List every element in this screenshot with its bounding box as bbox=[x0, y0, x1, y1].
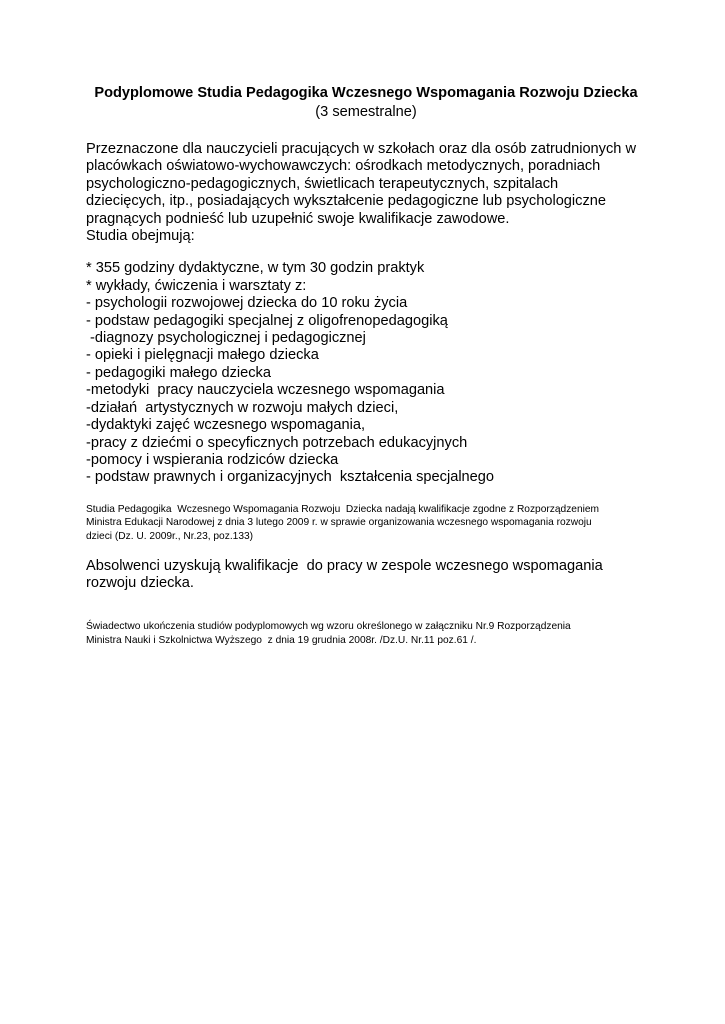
graduates-paragraph bbox=[86, 558, 646, 593]
list-item: - podstaw pedagogiki specjalnej z oligofrenopedagogiką bbox=[86, 312, 448, 329]
intro-line: pragnących podnieść lub uzupełnić swoje kwalifikacje zawodowe. bbox=[86, 210, 510, 227]
list-item: -działań artystycznych w rozwoju małych dzieci, bbox=[86, 399, 399, 416]
intro-paragraph bbox=[86, 141, 646, 245]
document-page bbox=[86, 84, 646, 648]
list-item: - opieki i pielęgnacji małego dziecka bbox=[86, 347, 319, 364]
intro-line: Studia obejmują: bbox=[86, 228, 195, 245]
certificate-line: Ministra Nauki i Szkolnictwa Wyższego z dnia 19 grudnia 2008r. /Dz.U. Nr.11 poz.61 /. bbox=[86, 634, 477, 646]
spacer bbox=[86, 245, 646, 260]
document-subtitle: (3 semestralne) bbox=[315, 104, 417, 120]
graduates-line: Absolwenci uzyskują kwalifikacje do pracy w zespole wczesnego wspomagania bbox=[86, 557, 603, 574]
certificate-line: Świadectwo ukończenia studiów podyplomowych wg wzoru określonego w załączniku Nr.9 Rozporządzenia bbox=[86, 621, 571, 633]
list-item: * wykłady, ćwiczenia i warsztaty z: bbox=[86, 277, 307, 294]
title-block bbox=[86, 84, 646, 122]
list-item: -pracy z dziećmi o specyficznych potrzebach edukacyjnych bbox=[86, 434, 468, 451]
list-item: -dydaktyki zajęć wczesnego wspomagania, bbox=[86, 417, 366, 434]
graduates-line: rozwoju dziecka. bbox=[86, 574, 194, 591]
list-item: - psychologii rozwojowej dziecka do 10 roku życia bbox=[86, 295, 408, 312]
regulation-note bbox=[86, 503, 646, 544]
intro-line: dziecięcych, itp., posiadających wykształcenie pedagogiczne lub psychologiczne bbox=[86, 193, 606, 210]
regulation-line: dzieci (Dz. U. 2009r., Nr.23, poz.133) bbox=[86, 530, 254, 542]
course-list bbox=[86, 260, 646, 486]
regulation-line: Studia Pedagogika Wczesnego Wspomagania Rozwoju Dziecka nadają kwalifikacje zgodne z Rozporządzeniem bbox=[86, 503, 600, 515]
intro-line: Przeznaczone dla nauczycieli pracujących w szkołach oraz dla osób zatrudnionych w bbox=[86, 141, 636, 157]
intro-line: placówkach oświatowo-wychowawczych: ośrodkach metodycznych, poradniach bbox=[86, 158, 601, 175]
list-item: -pomocy i wspierania rodziców dziecka bbox=[86, 451, 339, 468]
regulation-line: Ministra Edukacji Narodowej z dnia 3 lutego 2009 r. w sprawie organizowania wczesnego wspomagania rozwoju bbox=[86, 517, 592, 529]
intro-line: psychologiczno-pedagogicznych, świetlicach terapeutycznych, szpitalach bbox=[86, 175, 559, 192]
list-item: -metodyki pracy nauczyciela wczesnego wspomagania bbox=[86, 382, 445, 399]
certificate-note bbox=[86, 620, 646, 647]
list-item: -diagnozy psychologicznej i pedagogicznej bbox=[86, 330, 366, 347]
list-item: * 355 godziny dydaktyczne, w tym 30 godzin praktyk bbox=[86, 260, 425, 277]
document-title: Podyplomowe Studia Pedagogika Wczesnego Wspomagania Rozwoju Dziecka bbox=[94, 85, 638, 101]
list-item: - pedagogiki małego dziecka bbox=[86, 364, 271, 381]
list-item: - podstaw prawnych i organizacyjnych kształcenia specjalnego bbox=[86, 469, 495, 486]
